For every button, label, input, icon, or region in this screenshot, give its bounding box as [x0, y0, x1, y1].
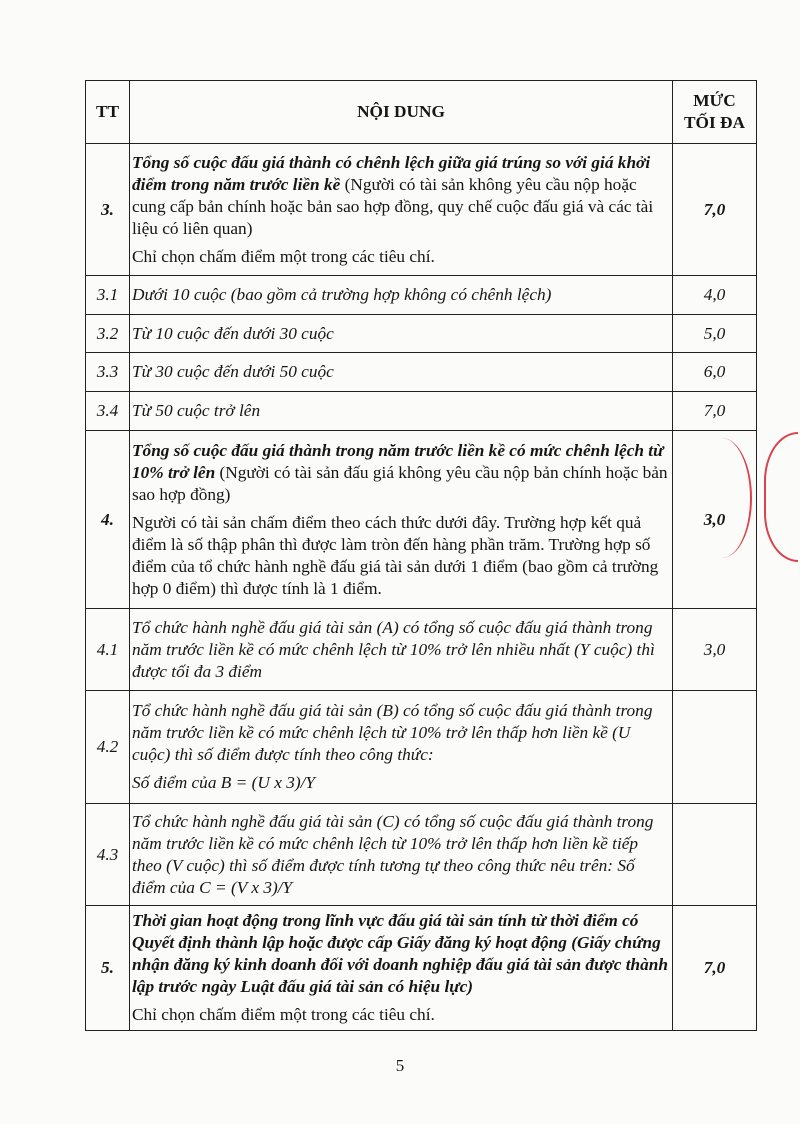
row-text: (Người có tài sản không yêu cầu nộp hoặc cung cấp bản chính hoặc bản sao hợp đồng, quy chế cuộc đấu giá và các tài liệu có liên quan): [132, 174, 654, 238]
header-max-line2: TỐI ĐA: [684, 113, 745, 132]
table-row: [86, 804, 757, 906]
row-number: 3.3: [86, 353, 130, 392]
row-content: [130, 431, 673, 609]
table-row: [86, 906, 757, 1031]
row-number: 4.1: [86, 609, 130, 691]
page-number: 5: [395, 1056, 405, 1075]
row-max: [673, 804, 757, 906]
table-row: [86, 353, 757, 392]
row-number: 3.4: [86, 392, 130, 431]
row-number: 4.3: [86, 804, 130, 906]
row-max: 7,0: [673, 392, 757, 431]
table-row: [86, 392, 757, 431]
row-content: Từ 50 cuộc trở lên: [130, 392, 673, 431]
row-number: 4.: [86, 431, 130, 609]
row-content: [130, 144, 673, 276]
table-header: [86, 81, 757, 144]
table-row: [86, 276, 757, 315]
row-note: Người có tài sản chấm điểm theo cách thức dưới đây. Trường hợp kết quả điểm là số thập phân thì được làm tròn đến hàng phần trăm. Trường hợp số điểm của tổ chức hành nghề đấu giá tài sản dưới 1 điểm (bao gồm cả trường hợp 0 điểm) thì được tính là 1 điểm.: [132, 512, 659, 598]
row-text: (Người có tài sản đấu giá không yêu cầu nộp bản chính hoặc bản sao hợp đồng): [132, 462, 668, 504]
row-content: [130, 906, 673, 1031]
row-content: Tổ chức hành nghề đấu giá tài sản (A) có tổng số cuộc đấu giá thành trong năm trước liền kề có mức chênh lệch từ 10% trở lên nhiều nhất (Y cuộc) thì được tối đa 3 điểm: [130, 609, 673, 691]
row-max: 7,0: [673, 144, 757, 276]
table-row: [86, 431, 757, 609]
row-number: 4.2: [86, 691, 130, 804]
row-lead: Tổng số cuộc đấu giá thành trong năm trước liền kề có mức chênh lệch từ 10% trở lên: [132, 440, 664, 482]
row-max: 4,0: [673, 276, 757, 315]
header-content: NỘI DUNG: [130, 81, 673, 144]
row-number: 5.: [86, 906, 130, 1031]
row-lead: Tổng số cuộc đấu giá thành có chênh lệch giữa giá trúng so với giá khởi điểm trong năm trước liền kề: [132, 152, 651, 194]
table-row: [86, 609, 757, 691]
row-number: 3.: [86, 144, 130, 276]
header-max-line1: MỨC: [693, 91, 736, 110]
table-row: [86, 315, 757, 353]
row-content: Dưới 10 cuộc (bao gồm cả trường hợp không có chênh lệch): [130, 276, 673, 315]
row-note: Số điểm của B = (U x 3)/Y: [132, 773, 315, 792]
row-note: Chỉ chọn chấm điểm một trong các tiêu chí.: [132, 1005, 435, 1024]
red-seal-stamp: [764, 432, 798, 562]
table-row: [86, 691, 757, 804]
row-max: 7,0: [673, 906, 757, 1031]
header-max: [673, 81, 757, 144]
row-number: 3.2: [86, 315, 130, 353]
row-content: Từ 30 cuộc đến dưới 50 cuộc: [130, 353, 673, 392]
row-max: 3,0: [673, 609, 757, 691]
row-content: Từ 10 cuộc đến dưới 30 cuộc: [130, 315, 673, 353]
row-max: [673, 691, 757, 804]
row-note: Chỉ chọn chấm điểm một trong các tiêu chí.: [132, 246, 435, 266]
row-max: 3,0: [673, 431, 757, 609]
row-content: [130, 691, 673, 804]
row-max: 6,0: [673, 353, 757, 392]
scoring-table: [85, 80, 757, 1031]
table-row: [86, 144, 757, 276]
row-max: 5,0: [673, 315, 757, 353]
row-text: Tổ chức hành nghề đấu giá tài sản (B) có tổng số cuộc đấu giá thành trong năm trước liền kề có mức chênh lệch từ 10% trở lên thấp hơn liền kề (U cuộc) thì số điểm được tính theo công thức:: [132, 701, 653, 764]
row-lead: Thời gian hoạt động trong lĩnh vực đấu giá tài sản tính từ thời điểm có Quyết định thành lập hoặc được cấp Giấy đăng ký hoạt động (Giấy chứng nhận đăng ký kinh doanh đối với doanh nghiệp đấu giá tài sản được thành lập trước ngày Luật đấu giá tài sản có hiệu lực): [132, 911, 668, 996]
row-number: 3.1: [86, 276, 130, 315]
row-content: Tổ chức hành nghề đấu giá tài sản (C) có tổng số cuộc đấu giá thành trong năm trước liền kề có mức chênh lệch từ 10% trở lên thấp hơn liền kề tiếp theo (V cuộc) thì số điểm được tính tương tự theo công thức nêu trên: Số điểm của C = (V x 3)/Y: [130, 804, 673, 906]
header-tt: TT: [86, 81, 130, 144]
